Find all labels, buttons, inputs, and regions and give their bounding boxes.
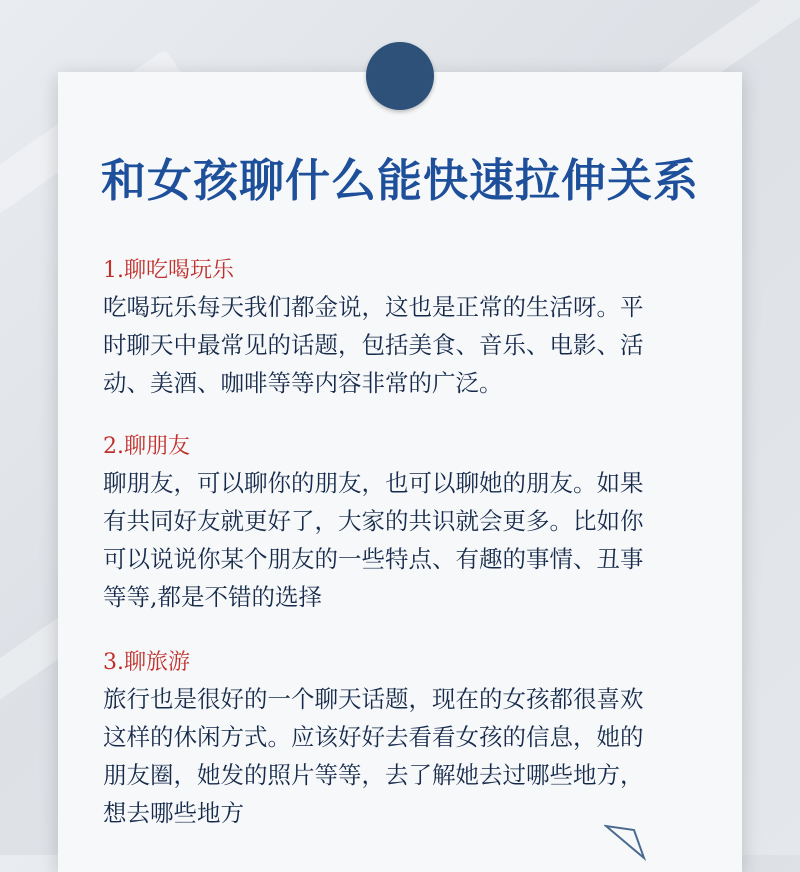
paragraph-line: 可以说说你某个朋友的一些特点、有趣的事情、丑事 (103, 545, 644, 573)
paragraph-line: 聊朋友，可以聊你的朋友，也可以聊她的朋友。如果 (103, 469, 644, 497)
section-paragraph (103, 288, 703, 402)
page-title: 和女孩聊什么能快速拉伸关系 (100, 154, 699, 207)
paragraph-line: 旅行也是很好的一个聊天话题，现在的女孩都很喜欢 (103, 685, 644, 713)
pin-icon (366, 42, 434, 110)
paragraph-line: 朋友圈，她发的照片等等，去了解她去过哪些地方， (103, 761, 644, 789)
section-paragraph (103, 680, 703, 832)
section-paragraph (103, 464, 703, 616)
paragraph-line: 这样的休闲方式。应该好好去看看女孩的信息，她的 (103, 723, 644, 751)
section-heading: 1.聊吃喝玩乐 (103, 258, 234, 283)
section-2 (103, 430, 703, 616)
paragraph-line: 吃喝玩乐每天我们都金说，这也是正常的生活呀。平 (103, 293, 644, 321)
paper-plane-icon (604, 822, 664, 862)
paragraph-line: 动、美酒、咖啡等等内容非常的广泛。 (103, 369, 503, 397)
section-3 (103, 646, 703, 832)
paragraph-line: 有共同好友就更好了，大家的共识就会更多。比如你 (103, 507, 644, 535)
section-1 (103, 254, 703, 402)
section-heading: 2.聊朋友 (103, 434, 190, 459)
paragraph-line: 等等,都是不错的选择 (103, 583, 322, 611)
paragraph-line: 想去哪些地方 (103, 799, 244, 827)
section-heading: 3.聊旅游 (103, 650, 190, 675)
paragraph-line: 时聊天中最常见的话题，包括美食、音乐、电影、活 (103, 331, 644, 359)
